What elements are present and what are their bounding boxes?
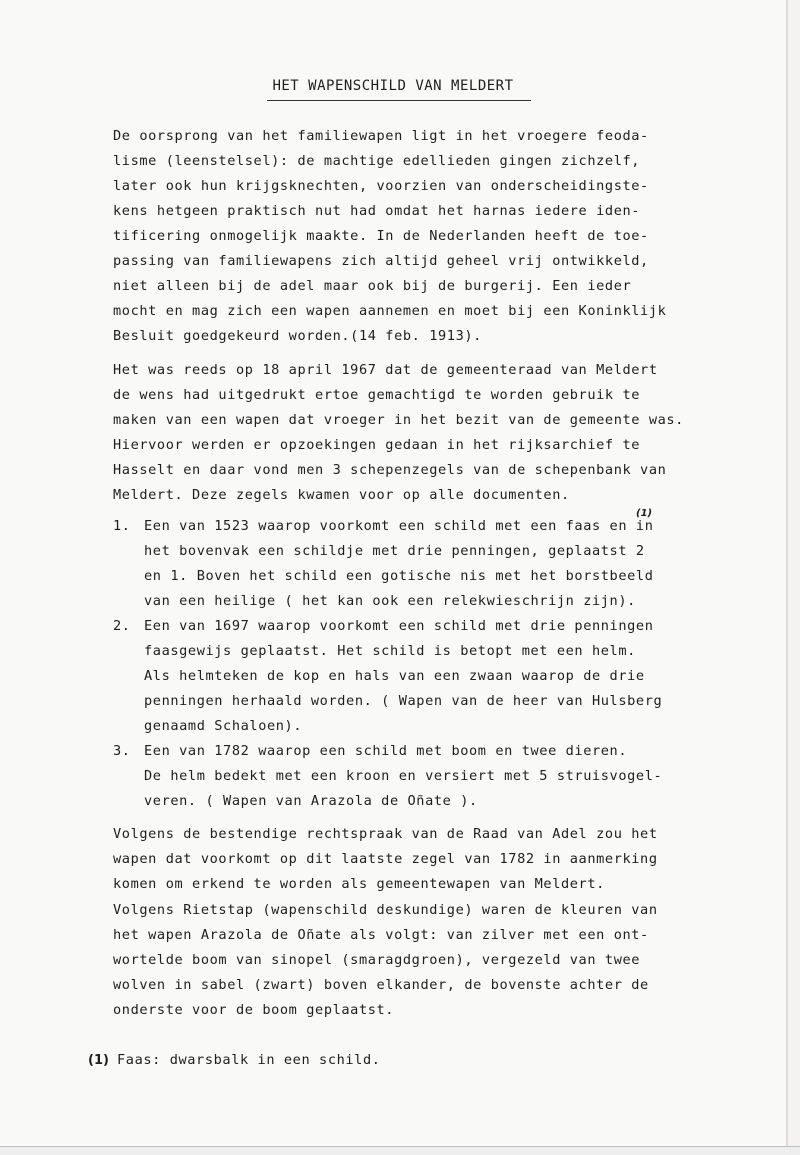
paragraph-4-line: wolven in sabel (zwart) boven elkander, de bovenste achter de — [113, 977, 649, 993]
footnote-number: (1) — [88, 1053, 109, 1068]
title-underline — [267, 100, 531, 101]
paragraph-1-line: Besluit goedgekeurd worden.(14 feb. 1913). — [113, 328, 482, 344]
paragraph-2-line: de wens had uitgedrukt ertoe gemachtigd te worden gebruik te — [113, 387, 641, 403]
paragraph-2-line: Hasselt en daar vond men 3 schepenzegels van de schepenbank van — [113, 462, 667, 478]
list-item-line: Een van 1782 waarop een schild met boom en twee dieren. — [144, 743, 628, 759]
paragraph-3-line: Volgens de bestendige rechtspraak van de Raad van Adel zou het — [113, 826, 658, 842]
paragraph-3-line: wapen dat voorkomt op dit laatste zegel van 1782 in aanmerking — [113, 851, 658, 867]
paragraph-4-line: het wapen Arazola de Oñate als volgt: van zilver met een ont- — [113, 927, 649, 943]
paragraph-1-line: niet alleen bij de adel maar ook bij de burgerij. Een ieder — [113, 278, 632, 294]
paragraph-1-line: mocht en mag zich een wapen aannemen en moet bij een Koninklijk — [113, 303, 667, 319]
list-item-number: 3. — [113, 743, 131, 759]
list-item-line: en 1. Boven het schild een gotische nis met het borstbeeld — [144, 568, 654, 584]
page-title: HET WAPENSCHILD VAN MELDERT — [272, 78, 514, 94]
list-item-number: 1. — [113, 518, 131, 534]
list-item-line: genaamd Schaloen). — [144, 718, 303, 734]
paragraph-1-line: passing van familiewapens zich altijd geheel vrij ontwikkeld, — [113, 253, 649, 269]
footnote-reference-mark: (1) — [636, 508, 653, 519]
list-item-line: faasgewijs geplaatst. Het schild is betopt met een helm. — [144, 643, 636, 659]
list-item-line: van een heilige ( het kan ook een relekwieschrijn zijn). — [144, 593, 636, 609]
paragraph-2-line: Het was reeds op 18 april 1967 dat de gemeenteraad van Meldert — [113, 362, 658, 378]
list-item-line: De helm bedekt met een kroon en versiert met 5 struisvogel- — [144, 768, 663, 784]
paragraph-4-line: wortelde boom van sinopel (smaragdgroen), vergezeld van twee — [113, 952, 641, 968]
paragraph-1-line: tificering onmogelijk maakte. In de Nederlanden heeft de toe- — [113, 228, 649, 244]
paragraph-4-line: Volgens Rietstap (wapenschild deskundige) waren de kleuren van — [113, 902, 658, 918]
list-item-line: Een van 1697 waarop voorkomt een schild met drie penningen — [144, 618, 654, 634]
paragraph-1-line: kens hetgeen praktisch nut had omdat het harnas iedere iden- — [113, 203, 641, 219]
list-item-line: veren. ( Wapen van Arazola de Oñate ). — [144, 793, 478, 809]
paragraph-2-line: Meldert. Deze zegels kwamen voor op alle documenten. — [113, 487, 570, 503]
list-item-line: Een van 1523 waarop voorkomt een schild met een faas en in — [144, 518, 654, 534]
list-item-line: Als helmteken de kop en hals van een zwaan waarop de drie — [144, 668, 645, 684]
paragraph-3-line: komen om erkend te worden als gemeentewapen van Meldert. — [113, 876, 605, 892]
paragraph-2-line: Hiervoor werden er opzoekingen gedaan in het rijksarchief te — [113, 437, 641, 453]
footnote-text: Faas: dwarsbalk in een schild. — [117, 1052, 381, 1068]
paragraph-1-line: lisme (leenstelsel): de machtige edellieden gingen zichzelf, — [113, 153, 641, 169]
list-item-line: penningen herhaald worden. ( Wapen van de heer van Hulsberg — [144, 693, 663, 709]
paragraph-2-line: maken van een wapen dat vroeger in het bezit van de gemeente was. — [113, 412, 684, 428]
list-item-line: het bovenvak een schildje met drie penningen, geplaatst 2 — [144, 543, 645, 559]
list-item-number: 2. — [113, 618, 131, 634]
paragraph-4-line: onderste voor de boom geplaatst. — [113, 1002, 395, 1018]
paragraph-1-line: De oorsprong van het familiewapen ligt in het vroegere feoda- — [113, 128, 649, 144]
paragraph-1-line: later ook hun krijgsknechten, voorzien van onderscheidingste- — [113, 178, 649, 194]
